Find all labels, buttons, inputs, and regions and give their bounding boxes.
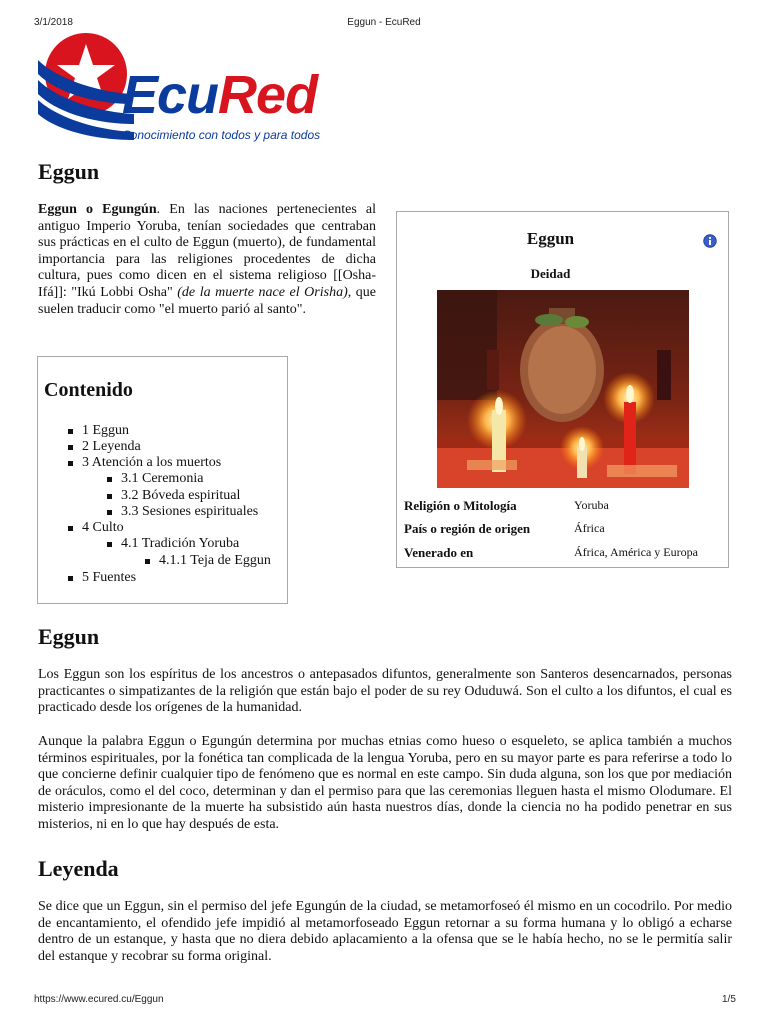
infobox [396,211,729,568]
infobox-subtitle: Deidad [530,266,571,281]
section-eggun-paragraph-2: Aunque la palabra Eggun o Egungún determina por muchas etnias como hueso o esqueleto, se aplica también a muchos términos espirituales, por la fonética tan complicada de la lengua Yoruba, pero en su mayor parte es para referirse a todo lo que concierne definir cualquier tipo de fenómeno que es normal en este campo. Sin duda alguna, son los que por mediación de oráculos, como el del coco, determinan y dan el permiso para que las ceremonias lleguen hasta el mismo Olodumare. El misterio impresionante de la muerte ha subsistido aún hasta nuestros días, donde la ciencia no ha podido penetrar en sus misterios, ni en lo que hay después de esta. [38,734,732,832]
intro-paragraph [38,202,376,318]
toc-item-sesiones[interactable]: 3.3 Sesiones espirituales [121,504,259,519]
toc-item-fuentes[interactable]: 5 Fuentes [82,570,137,585]
logo-wordmark [122,65,318,125]
logo-tagline: Conocimiento con todos y para todos [122,128,321,142]
section-heading-eggun: Eggun [38,624,100,649]
page-title: Eggun [38,159,100,184]
print-title: Eggun - EcuRed [347,17,421,28]
intro-text-1: . En las naciones pertenecientes al antiguo Imperio Yoruba, tenían sociedades que centraban sus prácticas en el culto de Eggun (muerto), de fundamental importancia para las religiones procedentes de dicha cultura, pues como dicen en el sistema religioso [[Osha-Ifá]]: "Ikú Lobbi Osha" [38,202,376,300]
intro-italic: (de la muerte nace el Orisha) [177,284,348,300]
infobox-value[interactable]: África [574,521,605,535]
print-url: https://www.ecured.cu/Eggun [34,994,164,1005]
toc-item-ceremonia[interactable]: 3.1 Ceremonia [121,471,204,486]
infobox-value: África, América y Europa [574,545,698,559]
print-page-number: 1/5 [722,994,736,1005]
info-icon[interactable] [703,234,717,248]
infobox-title: Eggun [526,229,575,248]
toc-item-atencion[interactable]: 3 Atención a los muertos [82,455,222,470]
ecured-logo[interactable] [36,30,346,146]
infobox-label: Religión o Mitología [404,498,517,513]
toc-item-culto[interactable]: 4 Culto [82,520,124,535]
toc-item-boveda[interactable]: 3.2 Bóveda espiritual [121,488,241,503]
altar-candles-photo [437,290,689,488]
logo-word-ecu: Ecu [122,65,219,125]
table-of-contents [37,356,288,604]
toc-item-eggun[interactable]: 1 Eggun [82,423,130,438]
toc-title: Contenido [44,379,133,401]
infobox-label: Venerado en [404,545,474,560]
logo-word-red: Red [218,65,318,125]
section-leyenda-paragraph-1: Se dice que un Eggun, sin el permiso del jefe Egungún de la ciudad, se metamorfoseó él mismo en un cocodrilo. Por medio de encantamiento, el ofendido jefe impidió al metamorfoseado Eggun retornar a su forma humana y lo obligó a echarse dentro de un estanque, y hasta que no diera debido aplacamiento a la ofensa que se le había hecho, no se le permitía salir del estanque y recobrar su forma original. [38,899,732,964]
infobox-label: País o región de origen [404,521,531,536]
cuban-flag-ball-icon [36,30,136,140]
section-heading-leyenda: Leyenda [38,856,119,881]
intro-bold-term: Eggun o Egungún [38,202,157,217]
toc-item-teja[interactable]: 4.1.1 Teja de Eggun [159,553,271,568]
toc-item-leyenda[interactable]: 2 Leyenda [82,439,141,454]
section-eggun-paragraph-1: Los Eggun son los espíritus de los ancestros o antepasados difuntos, generalmente son Santeros desencarnados, personas practicantes o simpatizantes de la religión que están bajo el poder de su rey Oduduwá. Son el culto a los difuntos, el cual es practicado desde los orígenes de la humanidad. [38,667,732,716]
toc-item-tradicion[interactable]: 4.1 Tradición Yoruba [121,536,240,551]
infobox-value[interactable]: Yoruba [574,498,609,512]
intro-text-2: , que suelen traducir como "el muerto parió al santo". [38,284,377,317]
print-date: 3/1/2018 [34,17,73,28]
